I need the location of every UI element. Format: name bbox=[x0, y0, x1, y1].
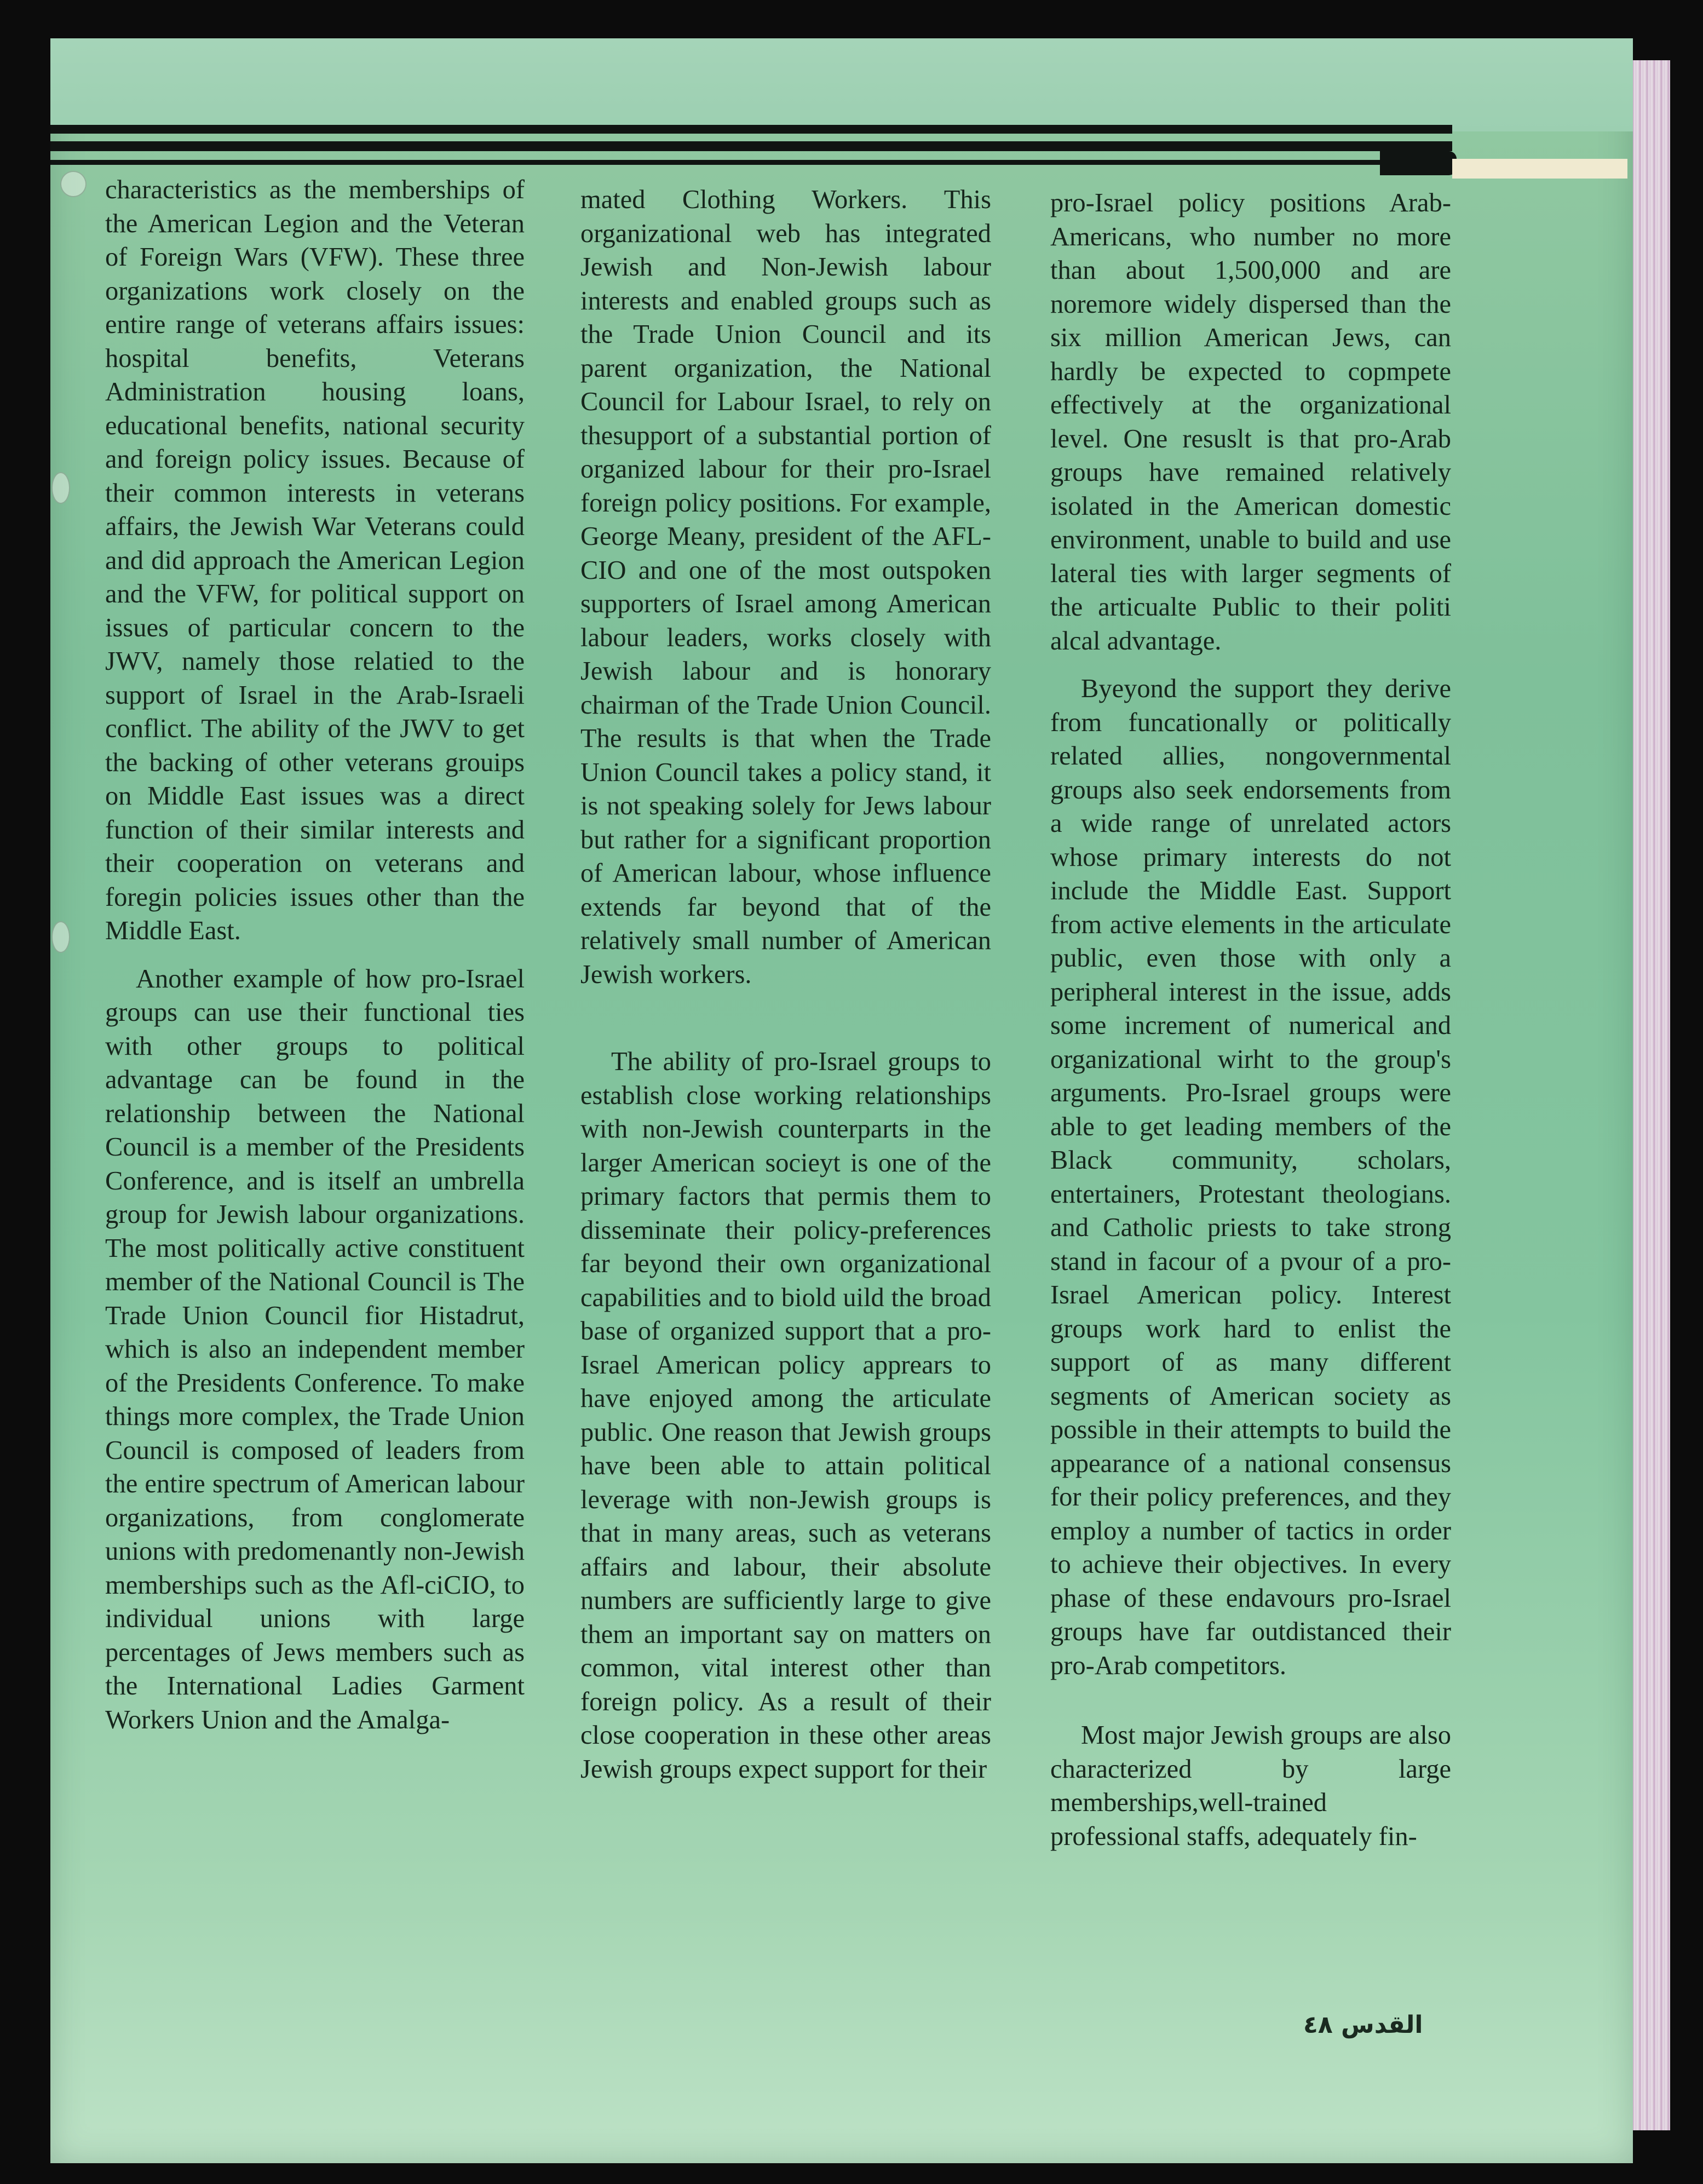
page-number: القدس ٤٨ bbox=[1303, 2011, 1423, 2039]
header-rule bbox=[50, 125, 1452, 134]
paragraph: Byeyond the support they derive from funcationally or politically related allies, nongovernmental groups also seek endorsements from a wide range of unrelated actors whose primary interests do not include the Middle East. Support from active elements in the articulate public, even those with only a peripheral interest in the issue, adds some increment of numerical and organizational wirht to the group's arguments. Pro-Israel groups were able to get leading members of the Black community, scholars, entertainers, Protestant theologians. and Catholic priests to take strong stand in facour of a pvour of a pro-Israel American policy. Interest groups work hard to enlist the support of as many different segments of American society as possible in their attempts to build the appearance of a national consensus for their policy preferences, and they employ a number of tactics in order to achieve their objectives. In every phase of these endavours pro-Israel groups have far outdistanced their pro-Arab competitors. bbox=[1050, 674, 1451, 1680]
header-rule-gap bbox=[1452, 159, 1627, 179]
binding-hole bbox=[51, 472, 70, 504]
header-rule-end bbox=[1380, 151, 1457, 175]
header-rule bbox=[50, 141, 1452, 151]
header-rule bbox=[50, 160, 1452, 165]
top-margin bbox=[50, 38, 1633, 131]
text-column-3 bbox=[1050, 186, 1451, 1853]
paragraph: characteristics as the memberships of the American Legion and the Veteran of Foreign Wars (VFW). These three organizations work closely on the entire range of veterans affairs issues: hospital benefits, Veterans Administration housing loans, educational benefits, national security and foreign policy issues. Because of their common interests in veterans affairs, the Jewish War Veterans could and did approach the American Legion and the VFW, for political support on issues of particular concern to the JWV, namely those relatied to the support of Israel in the Arab-Israeli conflict. The ability of the JWV to get the backing of other veterans grouips on Middle East issues was a direct function of their similar interests and their cooperation on veterans and foregin policies issues other than the Middle East. bbox=[105, 175, 525, 945]
binding-hole bbox=[51, 921, 70, 953]
paragraph: The ability of pro-Israel groups to establish close working relationships with non-Jewish counterparts in the larger American socieyt is one of the primary factors that permis them to disseminate their policy-preferences far beyond their own organizational capabilities and to biold uild the broad base of organized support that a pro-Israel American policy apprears to have enjoyed among the articulate public. One reason that Jewish groups have been able to attain political leverage with non-Jewish groups is that in many areas, such as veterans affairs and labour, their absolute numbers are sufficiently large to give them an important say on matters on common, vital interest other than foreign policy. As a result of their close cooperation in these other areas Jewish groups expect support for their bbox=[580, 1047, 991, 1784]
binding-hole bbox=[60, 171, 87, 197]
paragraph: Another example of how pro-Israel groups can use their functional ties with other groups to political advantage can be found in the relationship between the National Council is a member of the Presidents Conference, and is itself an umbrella group for Jewish labour organizations. The most politically active constituent member of the National Council is The Trade Union Council fior Histadrut, which is also an independent member of the Presidents Conference. To make things more complex, the Trade Union Council is composed of leaders from the entire spectrum of American labour organizations, from conglomerate unions with predomenantly non-Jewish memberships such as the Afl-ciCIO, to individual unions with large percentages of Jews members such as the International Ladies Garment Workers Union and the Amalga- bbox=[105, 964, 525, 1734]
paragraph: Most major Jewish groups are also characterized by large memberships,well-trained professional staffs, adequately fin- bbox=[1050, 1721, 1451, 1851]
text-column-1 bbox=[105, 173, 525, 1737]
paragraph: pro-Israel policy positions Arab-Americans, who number no more than about 1,500,000 and are noremore widely dispersed than the six million American Jews, can hardly be expected to copmpete effectively at the organizational level. One resuslt is that pro-Arab groups have remained relatively isolated in the American domestic environment, unable to build and use lateral ties with larger segments of the articualte Public to their politi alcal advantage. bbox=[1050, 188, 1451, 656]
paragraph: mated Clothing Workers. This organizational web has integrated Jewish and Non-Jewish labour interests and enabled groups such as the Trade Union Council and its parent organization, the National Council for Labour Israel, to rely on thesupport of a substantial portion of organized labour for their pro-Israel foreign policy positions. For example, George Meany, president of the AFL-CIO and one of the most outspoken supporters of Israel among American labour leaders, works closely with Jewish labour and is honorary chairman of the Trade Union Council. The results is that when the Trade Union Council takes a policy stand, it is not speaking solely for Jews labour but rather for a significant proportion of American labour, whose influence extends far beyond that of the relatively small number of American Jewish workers. bbox=[580, 185, 991, 989]
text-column-2 bbox=[580, 183, 991, 1786]
